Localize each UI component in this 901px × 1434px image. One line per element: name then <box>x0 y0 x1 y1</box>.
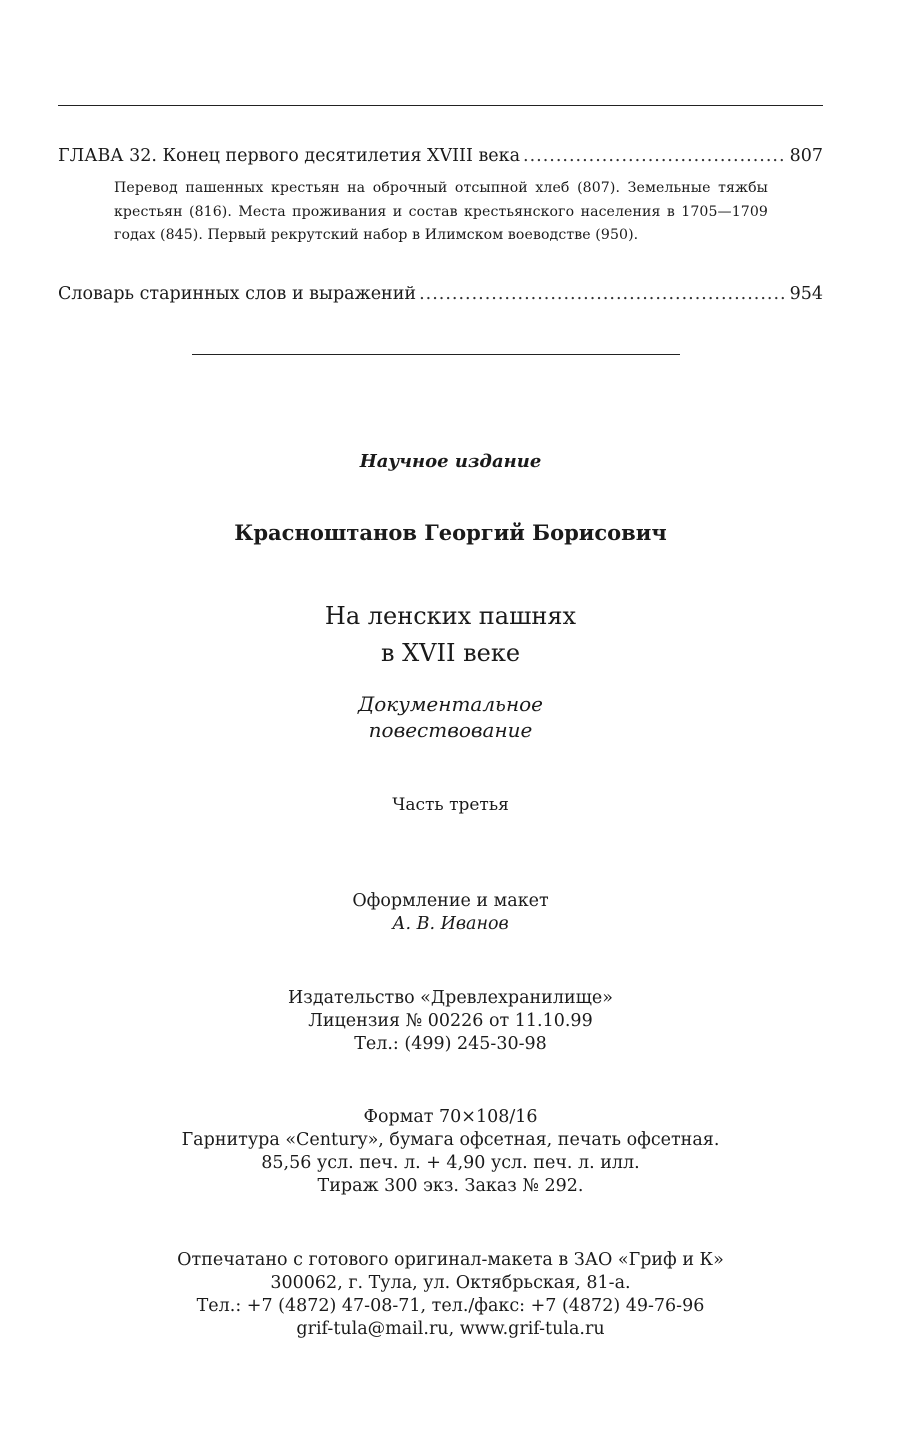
print-typeface: Гарнитура «Century», бумага офсетная, печать офсетная. <box>181 1130 720 1150</box>
publisher-license: Лицензия № 00226 от 11.10.99 <box>308 1011 593 1031</box>
section-rule <box>192 354 680 355</box>
toc-entry-title: Словарь старинных слов и выражений <box>58 284 417 304</box>
toc-entry-title: ГЛАВА 32. Конец первого десятилетия XVIII века <box>58 146 521 166</box>
print-format: Формат 70×108/16 <box>363 1107 538 1127</box>
printer-web: grif-tula@mail.ru, www.grif-tula.ru <box>296 1319 605 1339</box>
publisher-phone: Тел.: (499) 245-30-98 <box>354 1034 547 1054</box>
book-subtitle-line: повествование <box>368 718 533 742</box>
printer-info <box>0 1249 901 1341</box>
edition-genre: Научное издание <box>359 451 542 472</box>
top-rule <box>58 105 823 106</box>
book-subtitle <box>0 691 901 743</box>
toc-entry-glossary <box>58 283 823 305</box>
print-volume: 85,56 усл. печ. л. + 4,90 усл. печ. л. илл. <box>261 1153 640 1173</box>
toc-entry-page: 807 <box>789 146 823 166</box>
print-specs <box>0 1106 901 1198</box>
book-part: Часть третья <box>392 795 509 815</box>
book-title <box>0 598 901 672</box>
toc-entry-description: Перевод пашенных крестьян на оброчный отсыпной хлеб (807). Земельные тяжбы крестьян (816). Места проживания и состав крестьянского населения в 1705—1709 годах (845). Первый рекрутский набор в Илимском воеводстве (950). <box>114 180 768 243</box>
toc-entry-page: 954 <box>789 284 823 304</box>
print-run: Тираж 300 экз. Заказ № 292. <box>317 1176 584 1196</box>
book-title-line: На ленских пашнях <box>324 602 577 630</box>
book-title-line: в XVII веке <box>380 639 521 667</box>
design-label: Оформление и макет <box>352 891 549 911</box>
toc-entry-chapter-32 <box>58 145 823 167</box>
toc-leader-dots <box>419 283 787 305</box>
toc-leader-dots <box>523 145 787 167</box>
printer-address: 300062, г. Тула, ул. Октябрьская, 81-а. <box>270 1273 631 1293</box>
designer-name: А. В. Иванов <box>392 914 509 934</box>
author-name: Красноштанов Георгий Борисович <box>234 520 667 545</box>
book-subtitle-line: Документальное <box>358 692 543 716</box>
publisher-info <box>0 987 901 1056</box>
publisher-name: Издательство «Древлехранилище» <box>288 988 613 1008</box>
printer-name: Отпечатано с готового оригинал-макета в ЗАО «Гриф и К» <box>177 1250 724 1270</box>
printer-phone: Тел.: +7 (4872) 47-08-71, тел./факс: +7 (4872) 49-76-96 <box>196 1296 705 1316</box>
design-credits <box>0 890 901 936</box>
